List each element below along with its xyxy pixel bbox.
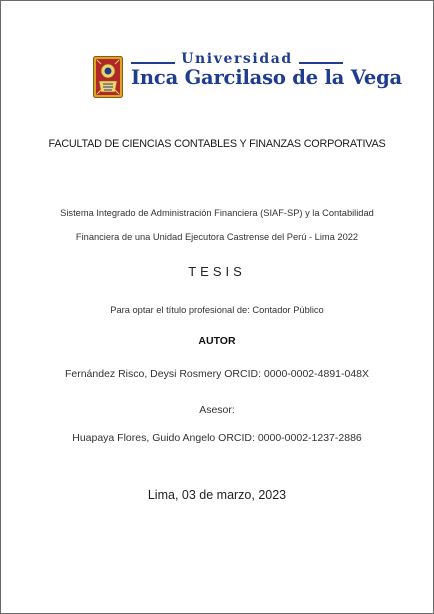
faculty-name: FACULTAD DE CIENCIAS CONTABLES Y FINANZAS CORPORATIVAS (48, 138, 386, 150)
author-label: AUTOR (198, 335, 236, 347)
university-logo (93, 51, 402, 103)
logo-rule-left (131, 62, 175, 64)
university-seal-icon (93, 56, 123, 98)
thesis-title-line-2: Financiera de una Unidad Ejecutora Castrense del Perú - Lima 2022 (75, 232, 359, 242)
university-name: Inca Garcilaso de la Vega (131, 66, 402, 89)
advisor-label: Asesor: (199, 404, 235, 416)
degree-line: Para optar el título profesional de: Contador Público (110, 305, 324, 315)
advisor-name: Huapaya Flores, Guido Angelo ORCID: 0000-0002-1237-2886 (72, 432, 362, 444)
logo-rule-right (299, 62, 343, 64)
place-date: Lima, 03 de marzo, 2023 (147, 488, 287, 502)
author-name: Fernández Risco, Deysi Rosmery ORCID: 0000-0002-4891-048X (64, 368, 370, 380)
university-word: Universidad (181, 51, 293, 67)
document-type: TESIS (188, 264, 246, 279)
thesis-title-line-1: Sistema Integrado de Administración Financiera (SIAF-SP) y la Contabilidad (60, 208, 374, 218)
